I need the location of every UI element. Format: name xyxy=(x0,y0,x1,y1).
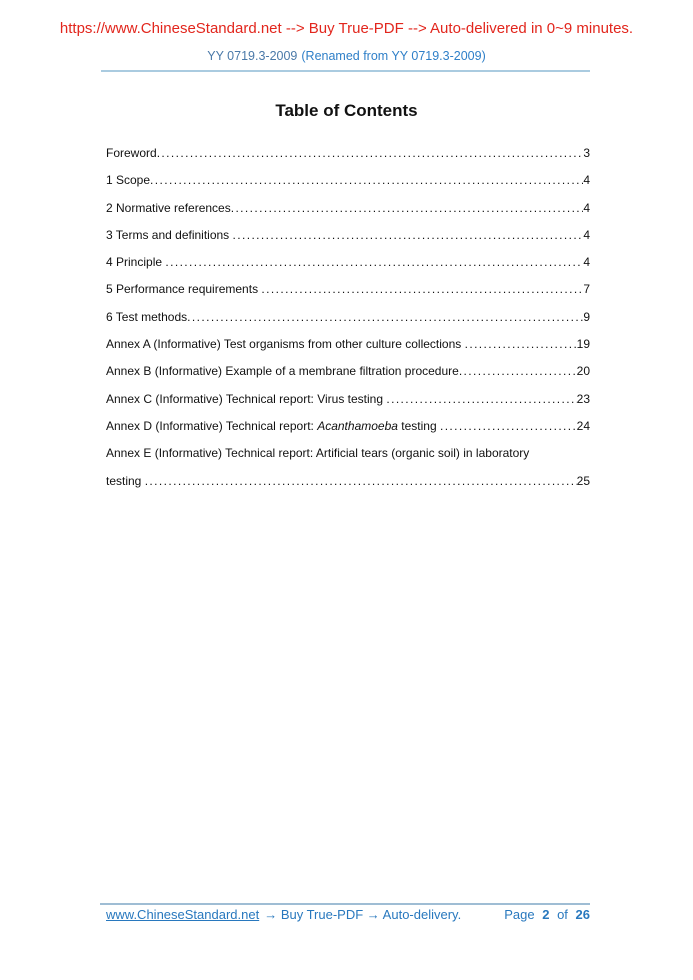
toc-leader-dots xyxy=(150,167,583,194)
toc-leader-dots xyxy=(261,276,583,303)
toc-entry xyxy=(106,276,590,303)
toc-leader-dots xyxy=(233,222,584,249)
toc-entry xyxy=(106,386,590,413)
toc-entry xyxy=(106,440,590,467)
toc-entry-label: 3 Terms and definitions xyxy=(106,227,233,242)
toc-entry-label: 5 Performance requirements xyxy=(106,282,262,297)
toc-entry xyxy=(106,222,590,249)
toc-entry xyxy=(106,167,590,194)
footer-site-link[interactable]: www.ChineseStandard.net xyxy=(106,907,260,922)
standard-id: YY 0719.3-2009 xyxy=(207,49,298,63)
toc-page-number: 4 xyxy=(583,227,590,242)
toc-leader-dots xyxy=(386,386,576,413)
header-divider xyxy=(101,70,590,72)
toc-entry-label: testing xyxy=(106,473,145,488)
toc-leader-dots xyxy=(440,413,577,440)
toc-list xyxy=(106,140,590,495)
toc-entry xyxy=(106,304,590,331)
toc-entry xyxy=(106,195,590,222)
page-indicator xyxy=(504,907,590,923)
toc-entry-label: Annex D (Informative) Technical report: Acanthamoeba testing xyxy=(106,418,440,433)
toc-leader-dots xyxy=(187,304,583,331)
toc-entry xyxy=(106,413,590,440)
standard-header xyxy=(0,49,693,64)
toc-leader-dots xyxy=(145,468,577,495)
toc-entry xyxy=(106,140,590,167)
toc-page-number: 24 xyxy=(576,418,590,433)
toc-page-number: 3 xyxy=(583,146,590,160)
toc-entry-label: Annex C (Informative) Technical report: Virus testing xyxy=(106,391,387,406)
toc-entry-label: 6 Test methods xyxy=(106,309,188,324)
footer-left xyxy=(106,907,461,923)
footer-divider xyxy=(100,903,590,905)
toc-page-number: 20 xyxy=(576,364,590,379)
of-label: of xyxy=(557,907,568,922)
toc-page-number: 25 xyxy=(576,473,590,488)
toc-entry xyxy=(106,249,590,276)
toc-entry-label: 1 Scope xyxy=(106,173,151,188)
toc-page-number: 9 xyxy=(583,309,590,324)
toc-entry-label: Annex E (Informative) Technical report: Artificial tears (organic soil) in laboratory xyxy=(106,446,530,461)
toc-page-number: 7 xyxy=(583,282,590,297)
toc-leader-dots xyxy=(165,249,583,276)
toc-page-number: 23 xyxy=(576,391,590,406)
toc-leader-dots xyxy=(459,358,577,385)
page-footer xyxy=(106,907,590,923)
toc-entry xyxy=(106,468,590,495)
toc-entry-label: Annex A (Informative) Test organisms from other culture collections xyxy=(106,337,465,352)
toc-entry-label: 4 Principle xyxy=(106,255,166,270)
page-total: 26 xyxy=(575,907,590,922)
page-current: 2 xyxy=(542,907,550,922)
toc-leader-dots xyxy=(157,140,584,167)
toc-entry xyxy=(106,331,590,358)
toc-page-number: 19 xyxy=(576,337,590,352)
page-label: Page xyxy=(504,907,535,922)
toc-leader-dots xyxy=(231,195,584,222)
toc-leader-dots xyxy=(465,331,577,358)
page-title: Table of Contents xyxy=(275,101,418,120)
promo-banner: https://www.ChineseStandard.net --> Buy True-PDF --> Auto-delivered in 0~9 minutes. xyxy=(59,20,634,37)
toc-page-number: 4 xyxy=(583,255,590,270)
toc-entry xyxy=(106,358,590,385)
toc-entry-label: 2 Normative references xyxy=(106,200,231,215)
toc-entry-label: Foreword xyxy=(106,146,157,160)
footer-promo-text: → Buy True-PDF → Auto-delivery. xyxy=(264,907,462,922)
toc-page-number: 4 xyxy=(583,173,590,188)
renamed-note: (Renamed from YY 0719.3-2009) xyxy=(301,49,486,63)
toc-page-number: 4 xyxy=(583,200,590,215)
toc-entry-label: Annex B (Informative) Example of a membrane filtration procedure xyxy=(106,364,459,379)
